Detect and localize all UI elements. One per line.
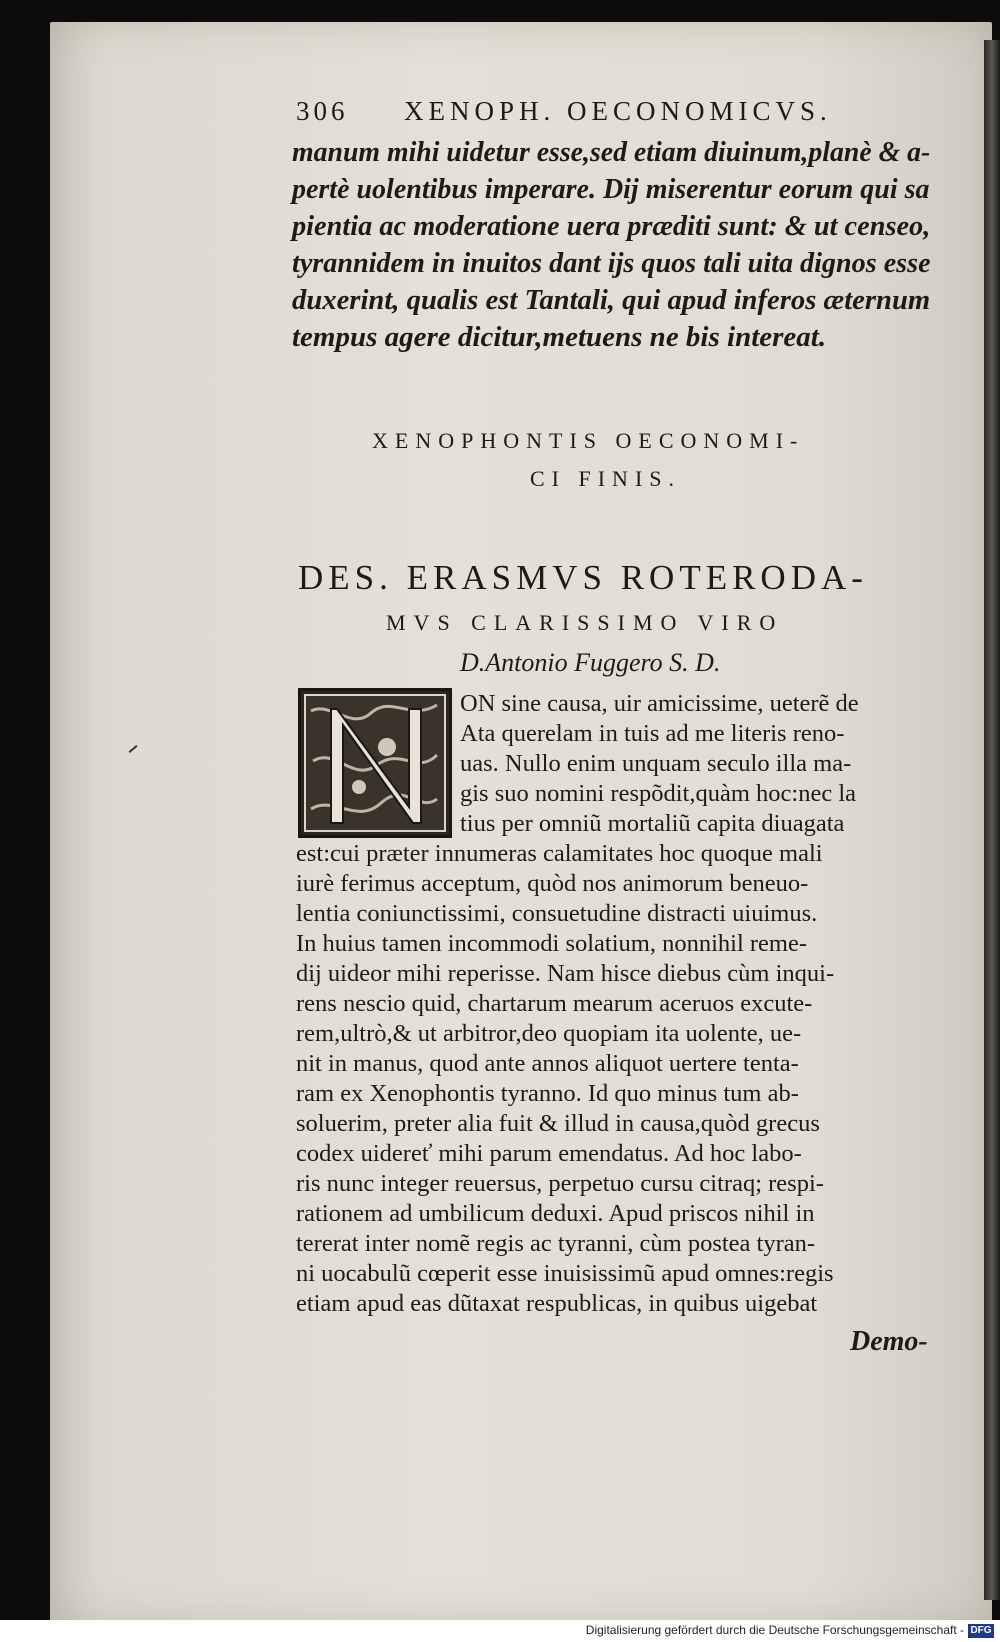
footer-bar — [0, 1620, 1000, 1642]
italic-line: tyrannidem in inuitos dant ijs quos tali uita dignos esse — [292, 247, 931, 279]
body-line: ni uocabulũ cœperit esse inuisissimũ apud omnes:regis — [296, 1260, 834, 1287]
body-line: uas. Nullo enim unquam seculo illa ma- — [460, 750, 852, 777]
body-line: codex uidereť mihi parum emendatus. Ad hoc labo- — [296, 1140, 802, 1167]
italic-line: tempus agere dicitur,metuens ne bis intereat. — [292, 321, 827, 353]
running-title: XENOPH. OECONOMICVS. — [404, 96, 832, 126]
letter-title: DES. ERASMVS ROTERODA- — [298, 558, 868, 597]
body-line: rens nescio quid, chartarum mearum aceruos excute- — [296, 990, 813, 1017]
decorated-initial — [298, 688, 452, 838]
body-line: ON sine causa, uir amicissime, ueterẽ de — [460, 690, 859, 717]
italic-line: pertè uolentibus imperare. Dij miserentur eorum qui sa — [292, 173, 930, 205]
italic-line: pientia ac moderatione uera præditi sunt: & ut censeo, — [292, 210, 931, 242]
body-line: est:cui præter innumeras calamitates hoc quoque mali — [296, 840, 823, 867]
body-line: rem,ultrò,& ut arbitror,deo quopiam ita uolente, ue- — [296, 1020, 802, 1047]
dfg-logo: DFG — [968, 1624, 994, 1638]
body-line: Ata querelam in tuis ad me literis reno- — [460, 720, 845, 747]
finis-line: CI FINIS. — [530, 466, 682, 491]
body-line: ram ex Xenophontis tyranno. Id quo minus tum ab- — [296, 1080, 799, 1107]
body-line: lentia coniunctissimi, consuetudine distracti uiuimus. — [296, 900, 818, 927]
body-line: nit in manus, quod ante annos aliquot uertere tenta- — [296, 1050, 799, 1077]
body-line: In huius tamen incommodi solatium, nonnihil reme- — [296, 930, 808, 957]
body-line: dĳ uideor mihi reperisse. Nam hisce diebus cùm inqui- — [296, 960, 835, 987]
letter-addressee: D.Antonio Fuggero S. D. — [460, 648, 721, 677]
body-line: etiam apud eas dũtaxat respublicas, in quibus uigebat — [296, 1290, 818, 1317]
page-number: 306 — [296, 96, 349, 126]
body-line: tererat inter nomẽ regis ac tyranni, cùm postea tyran- — [296, 1230, 816, 1257]
catchword: Demo- — [850, 1326, 928, 1357]
footer-credit: Digitalisierung gefördert durch die Deutsche Forschungsgemeinschaft - — [585, 1623, 964, 1637]
finis-line: XENOPHONTIS OECONOMI- — [372, 428, 805, 453]
body-line: soluerim, preter alia fuit & illud in causa,quòd grecus — [296, 1110, 820, 1137]
italic-line: duxerint, qualis est Tantali, qui apud inferos æternum — [292, 284, 931, 316]
body-line: iurè ferimus acceptum, quòd nos animorum beneuo- — [296, 870, 809, 897]
book-edge — [984, 40, 1000, 1600]
italic-line: manum mihi uidetur esse,sed etiam diuinum,planè & a- — [292, 136, 931, 168]
body-line: rationem ad umbilicum deduxi. Apud priscos nihil in — [296, 1200, 815, 1227]
body-line: gis suo nomini respõdit,quàm hoc:nec la — [460, 780, 857, 807]
body-line: tius per omniũ mortaliũ capita diuagata — [460, 810, 845, 837]
letter-title-sub: MVS CLARISSIMO VIRO — [386, 610, 784, 635]
body-line: ris nunc integer reuersus, perpetuo cursu citraq; respi- — [296, 1170, 824, 1197]
